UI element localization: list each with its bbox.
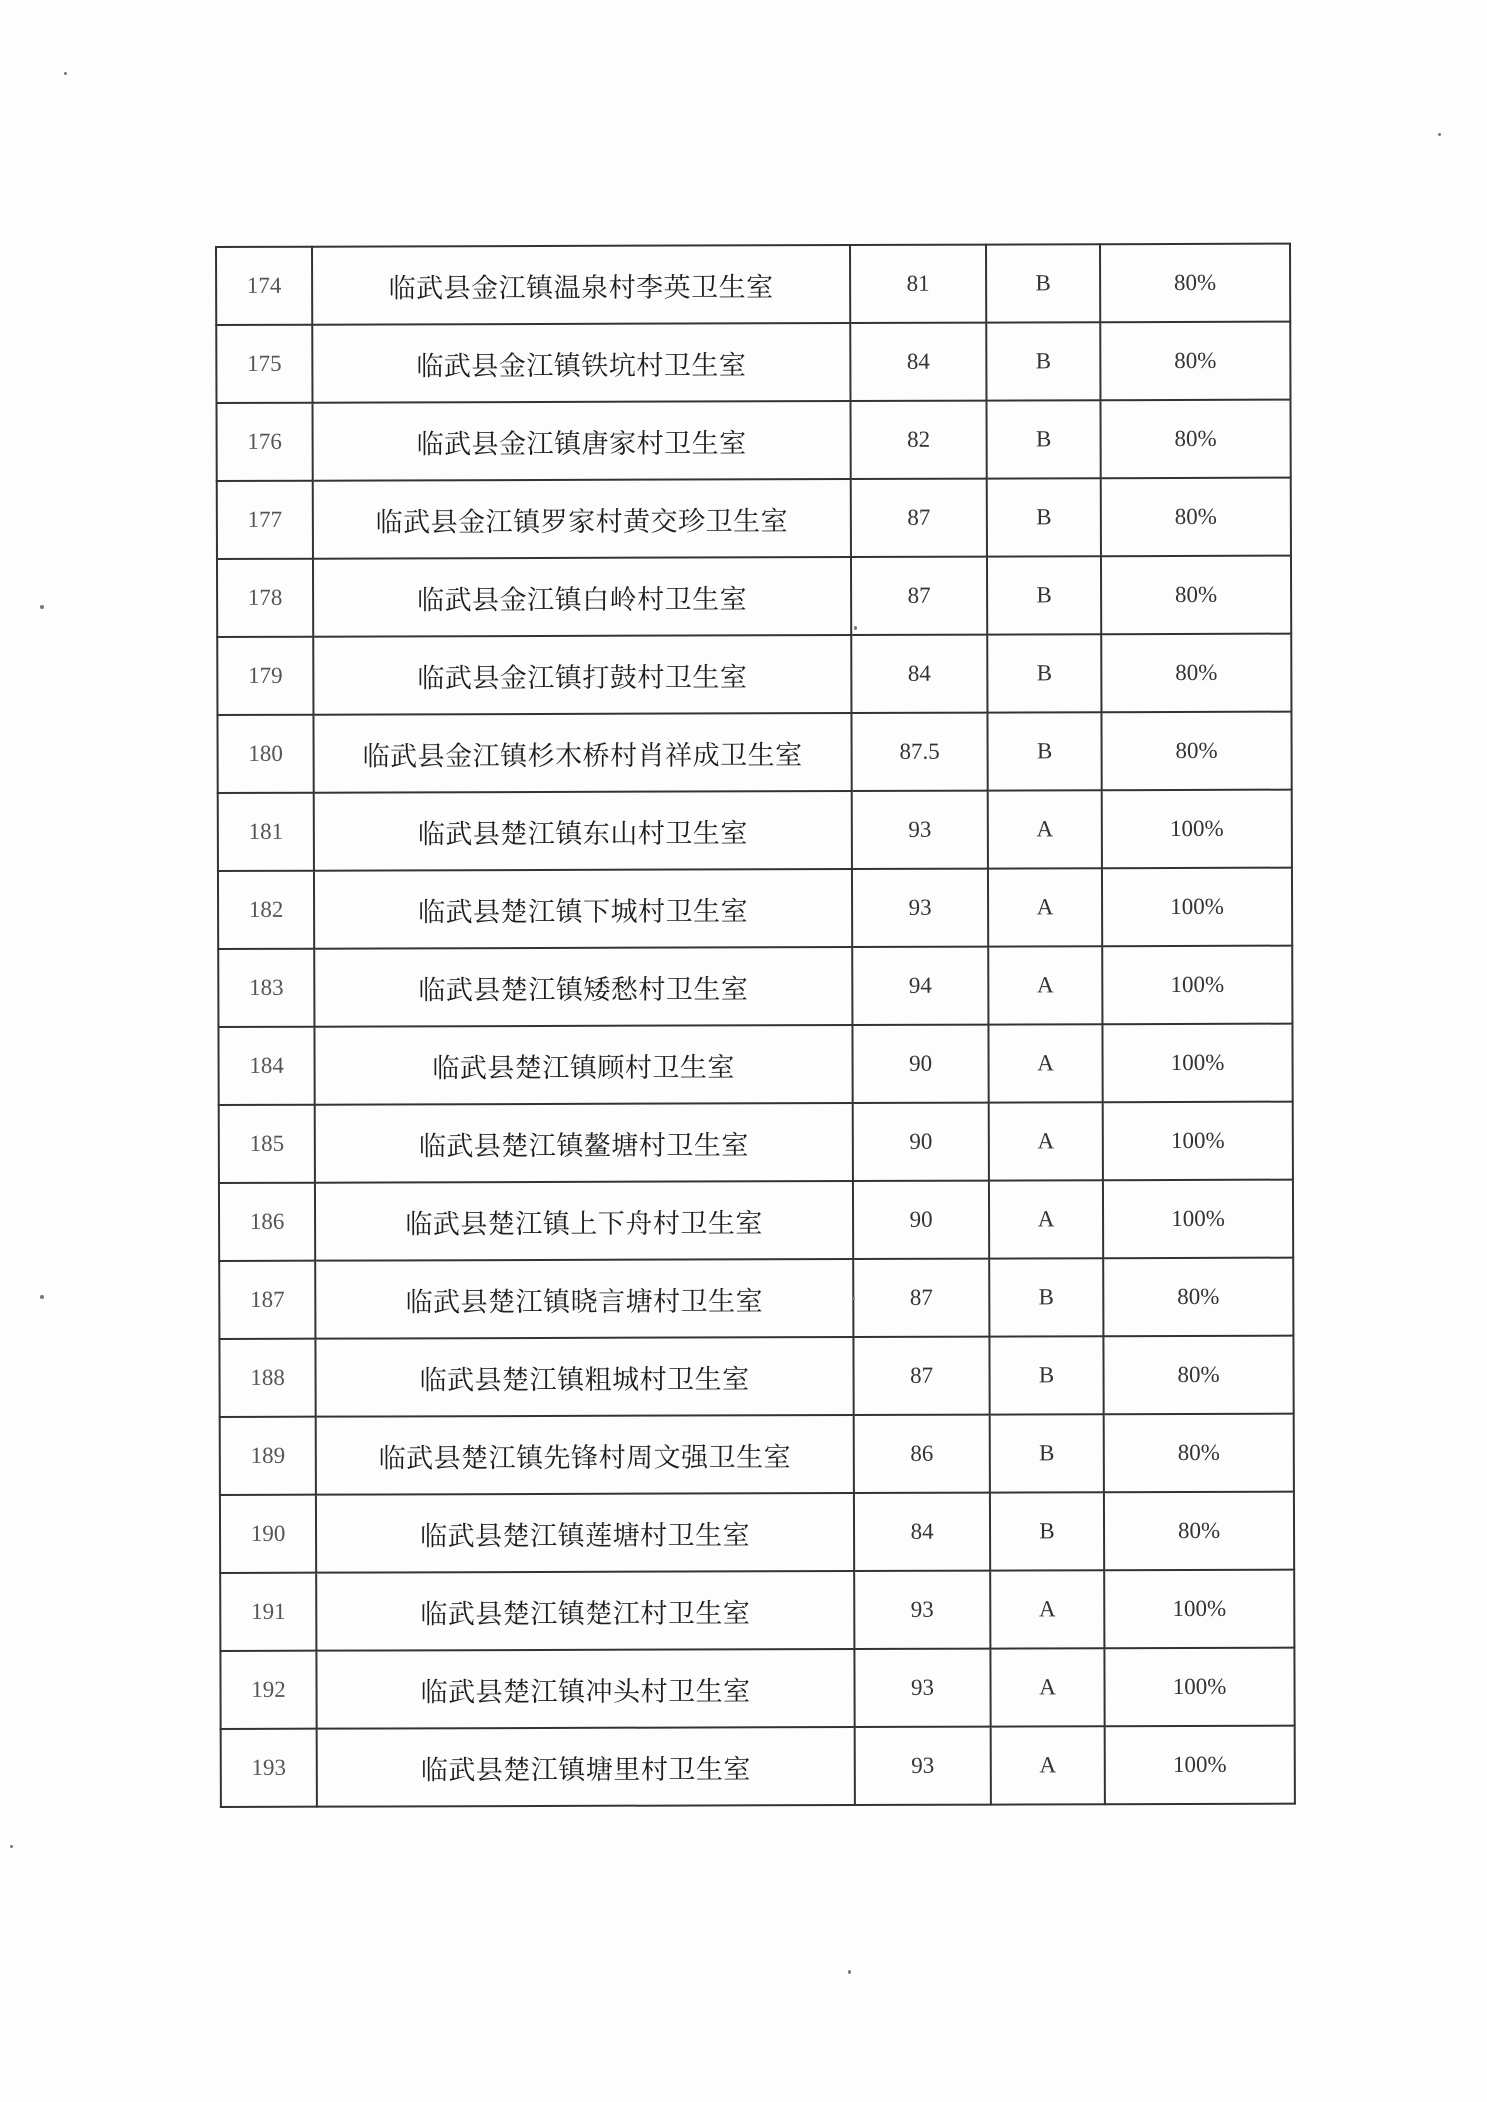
score-table — [215, 243, 1296, 1808]
clinic-name: 临武县楚江镇莲塘村卫生室 — [316, 1493, 854, 1573]
clinic-name: 临武县楚江镇冲头村卫生室 — [316, 1649, 854, 1729]
rate-value: 80% — [1101, 478, 1291, 557]
row-number: 182 — [218, 871, 314, 949]
score-value: 84 — [854, 1493, 990, 1571]
row-number: 187 — [219, 1261, 315, 1339]
grade-value: B — [986, 400, 1100, 478]
grade-value: A — [990, 1570, 1104, 1648]
row-number: 177 — [217, 481, 313, 559]
rate-value: 100% — [1104, 1570, 1294, 1649]
scan-speck — [40, 605, 44, 609]
table-row — [220, 1570, 1294, 1651]
score-value: 90 — [853, 1181, 989, 1259]
score-value: 93 — [854, 1571, 990, 1649]
scan-speck — [40, 1295, 44, 1299]
score-value: 93 — [854, 1649, 990, 1727]
clinic-name: 临武县楚江镇顾村卫生室 — [314, 1025, 852, 1105]
row-number: 189 — [220, 1417, 316, 1495]
score-value: 93 — [852, 791, 988, 869]
table-row — [218, 946, 1292, 1027]
clinic-name: 临武县楚江镇鳌塘村卫生室 — [315, 1103, 853, 1183]
clinic-name: 临武县楚江镇矮愁村卫生室 — [314, 947, 852, 1027]
row-number: 192 — [220, 1651, 316, 1729]
grade-value: B — [989, 1336, 1103, 1414]
table-row — [220, 1492, 1294, 1573]
scan-speck — [852, 1297, 855, 1300]
table-row — [218, 868, 1292, 949]
table-row — [219, 1258, 1293, 1339]
score-value: 93 — [852, 869, 988, 947]
grade-value: A — [991, 1726, 1105, 1804]
grade-value: B — [986, 322, 1100, 400]
score-table-body — [216, 244, 1295, 1807]
clinic-name: 临武县楚江镇上下舟村卫生室 — [315, 1181, 853, 1261]
rate-value: 80% — [1103, 1258, 1293, 1337]
row-number: 174 — [216, 247, 312, 325]
rate-value: 100% — [1105, 1726, 1295, 1805]
grade-value: B — [989, 1258, 1103, 1336]
grade-value: B — [990, 1414, 1104, 1492]
grade-value: A — [989, 1180, 1103, 1258]
grade-value: B — [987, 478, 1101, 556]
clinic-name: 临武县楚江镇先锋村周文强卫生室 — [316, 1415, 854, 1495]
rate-value: 80% — [1100, 244, 1290, 323]
rate-value: 80% — [1101, 634, 1291, 713]
row-number: 186 — [219, 1183, 315, 1261]
rate-value: 100% — [1104, 1648, 1294, 1727]
clinic-name: 临武县楚江镇楚江村卫生室 — [316, 1571, 854, 1651]
clinic-name: 临武县金江镇杉木桥村肖祥成卫生室 — [313, 713, 851, 793]
table-row — [218, 1024, 1292, 1105]
table-row — [216, 322, 1290, 403]
rate-value: 80% — [1103, 1336, 1293, 1415]
rate-value: 80% — [1101, 556, 1291, 635]
score-value: 82 — [850, 401, 986, 479]
grade-value: A — [988, 868, 1102, 946]
scan-speck — [1438, 133, 1441, 136]
rate-value: 80% — [1100, 400, 1290, 479]
clinic-name: 临武县楚江镇东山村卫生室 — [314, 791, 852, 871]
score-value: 93 — [855, 1727, 991, 1805]
score-value: 87 — [853, 1337, 989, 1415]
grade-value: B — [986, 244, 1100, 322]
rate-value: 100% — [1102, 868, 1292, 947]
rate-value: 100% — [1102, 790, 1292, 869]
clinic-name: 临武县楚江镇下城村卫生室 — [314, 869, 852, 949]
clinic-name: 临武县金江镇唐家村卫生室 — [312, 401, 850, 481]
table-row — [220, 1648, 1294, 1729]
row-number: 191 — [220, 1573, 316, 1651]
grade-value: A — [988, 790, 1102, 868]
table-row — [217, 712, 1291, 793]
grade-value: B — [990, 1492, 1104, 1570]
table-row — [219, 1180, 1293, 1261]
score-table-container — [215, 246, 1279, 1808]
rate-value: 80% — [1104, 1492, 1294, 1571]
clinic-name: 临武县金江镇罗家村黄交珍卫生室 — [313, 479, 851, 559]
clinic-name: 临武县金江镇铁坑村卫生室 — [312, 323, 850, 403]
score-value: 94 — [852, 947, 988, 1025]
row-number: 175 — [216, 325, 312, 403]
rate-value: 100% — [1102, 946, 1292, 1025]
scan-speck — [10, 1845, 13, 1848]
row-number: 183 — [218, 949, 314, 1027]
score-value: 90 — [853, 1103, 989, 1181]
table-row — [216, 400, 1290, 481]
rate-value: 100% — [1102, 1024, 1292, 1103]
row-number: 188 — [219, 1339, 315, 1417]
row-number: 180 — [217, 715, 313, 793]
row-number: 184 — [218, 1027, 314, 1105]
table-row — [217, 556, 1291, 637]
clinic-name: 临武县楚江镇塘里村卫生室 — [317, 1727, 855, 1807]
grade-value: B — [987, 712, 1101, 790]
row-number: 185 — [219, 1105, 315, 1183]
row-number: 178 — [217, 559, 313, 637]
rate-value: 80% — [1101, 712, 1291, 791]
table-row — [219, 1102, 1293, 1183]
row-number: 190 — [220, 1495, 316, 1573]
row-number: 176 — [216, 403, 312, 481]
score-value: 87 — [851, 557, 987, 635]
scan-speck — [848, 1970, 851, 1974]
grade-value: A — [988, 1024, 1102, 1102]
table-row — [219, 1336, 1293, 1417]
scan-speck — [854, 626, 857, 630]
score-value: 84 — [851, 635, 987, 713]
score-value: 87.5 — [851, 713, 987, 791]
table-row — [220, 1414, 1294, 1495]
table-row — [218, 790, 1292, 871]
grade-value: B — [987, 634, 1101, 712]
score-value: 84 — [850, 323, 986, 401]
clinic-name: 临武县金江镇打鼓村卫生室 — [313, 635, 851, 715]
clinic-name: 临武县金江镇白岭村卫生室 — [313, 557, 851, 637]
grade-value: A — [988, 946, 1102, 1024]
rate-value: 100% — [1103, 1102, 1293, 1181]
row-number: 181 — [218, 793, 314, 871]
score-value: 90 — [852, 1025, 988, 1103]
grade-value: A — [989, 1102, 1103, 1180]
score-value: 87 — [853, 1259, 989, 1337]
score-value: 87 — [851, 479, 987, 557]
rate-value: 80% — [1100, 322, 1290, 401]
rate-value: 100% — [1103, 1180, 1293, 1259]
clinic-name: 临武县楚江镇粗城村卫生室 — [315, 1337, 853, 1417]
rate-value: 80% — [1104, 1414, 1294, 1493]
grade-value: B — [987, 556, 1101, 634]
row-number: 193 — [221, 1729, 317, 1807]
row-number: 179 — [217, 637, 313, 715]
table-row — [216, 244, 1290, 325]
grade-value: A — [990, 1648, 1104, 1726]
table-row — [221, 1726, 1295, 1807]
score-value: 81 — [850, 245, 986, 323]
clinic-name: 临武县金江镇温泉村李英卫生室 — [312, 245, 850, 325]
scan-speck — [64, 72, 67, 75]
clinic-name: 临武县楚江镇晓言塘村卫生室 — [315, 1259, 853, 1339]
table-row — [217, 478, 1291, 559]
score-value: 86 — [854, 1415, 990, 1493]
table-row — [217, 634, 1291, 715]
